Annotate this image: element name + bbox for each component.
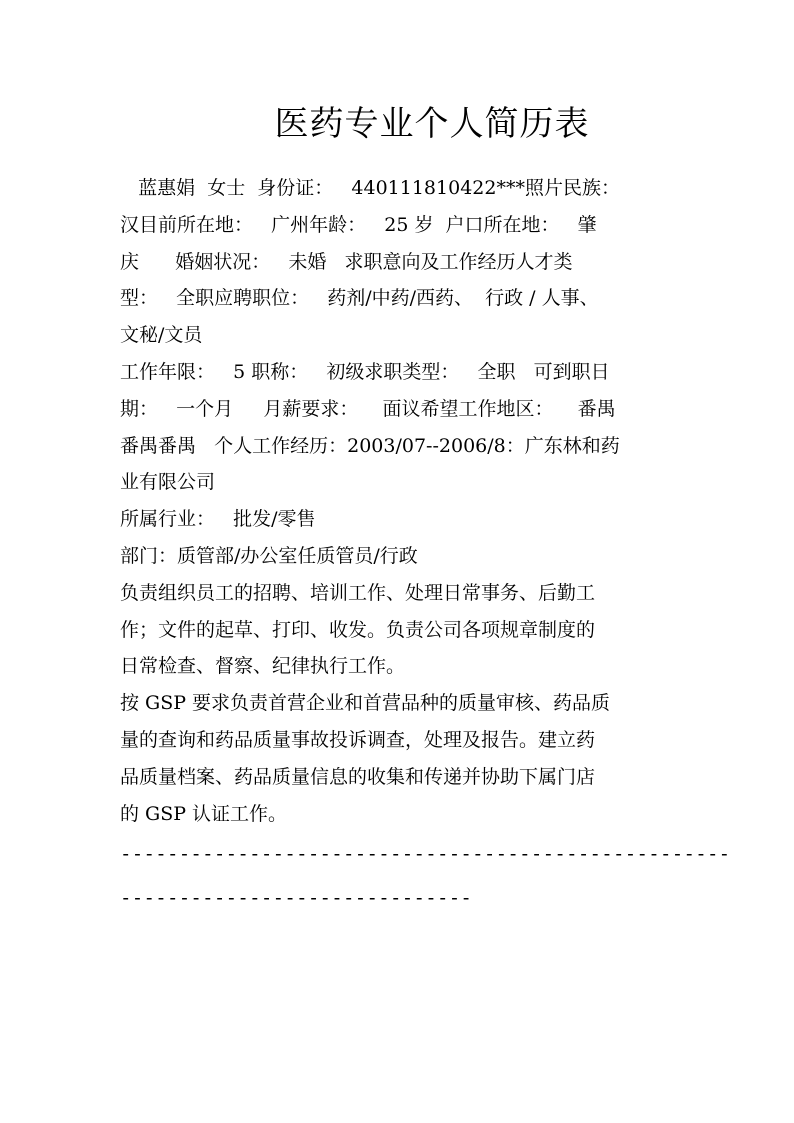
resume-body [120, 170, 731, 920]
text-line: 文秘/文员 [120, 324, 203, 347]
text-line: 蓝惠娟 女士 身份证： 440111810422***照片民族： [120, 177, 620, 199]
text-line: 量的查询和药品质量事故投诉调查，处理及报告。建立药 [120, 728, 596, 751]
text-line: 汉目前所在地： 广州年龄： 25 岁 户口所在地： 肇 [120, 213, 597, 236]
text-line: 番禺番禺 个人工作经历：2003/07--2006/8：广东林和药 [120, 434, 620, 457]
text-line: 庆 婚姻状况： 未婚 求职意向及工作经历人才类 [120, 250, 573, 273]
text-line: 型： 全职应聘职位： 药剂/中药/西药、 行政 / 人事、 [120, 287, 599, 310]
text-line: 部门：质管部/办公室任质管员/行政 [120, 544, 418, 567]
text-line: 工作年限： 5 职称： 初级求职类型： 全职 可到职日 [120, 360, 610, 383]
text-line: 负责组织员工的招聘、培训工作、处理日常事务、后勤工 [120, 581, 596, 604]
text-line: 所属行业： 批发/零售 [120, 508, 316, 531]
text-line: 按 GSP 要求负责首营企业和首营品种的质量审核、药品质 [120, 692, 611, 715]
text-line: 作；文件的起草、打印、收发。负责公司各项规章制度的 [120, 618, 596, 641]
text-line: 业有限公司 [120, 471, 216, 494]
text-line: 品质量档案、药品质量信息的收集和传递并协助下属门店 [120, 765, 596, 788]
document-title: 医药专业个人简历表 [274, 104, 590, 144]
dashed-separator: ---------------------------------------------------- [120, 843, 731, 866]
text-line: 期： 一个月 月薪要求： 面议希望工作地区： 番禺 [120, 397, 616, 420]
text-line: 日常检查、督察、纪律执行工作。 [120, 655, 406, 678]
dashed-separator: ------------------------------ [120, 887, 473, 910]
text-line: 的 GSP 认证工作。 [120, 802, 288, 825]
